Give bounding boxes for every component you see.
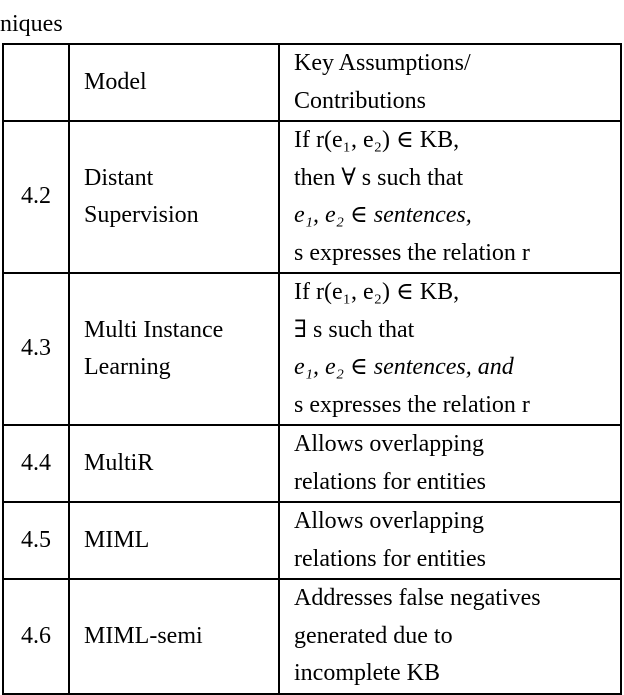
assumption-line: If r(e₁, e₂) ∈ KB, [294, 127, 460, 153]
model-line: Multi Instance [84, 316, 224, 343]
section-number: 4.4 [3, 425, 69, 502]
section-number: 4.5 [3, 502, 69, 579]
assumption-line: s expresses the relation r [294, 391, 530, 418]
header-section [3, 44, 69, 121]
models-table [2, 43, 622, 695]
table-row [3, 273, 621, 425]
model-name [69, 273, 279, 425]
model-line: Learning [84, 354, 171, 380]
assumption-line: Addresses false negatives [294, 585, 541, 611]
model-line: Distant [84, 164, 154, 191]
assumptions [279, 121, 621, 273]
section-number: 4.2 [3, 121, 69, 273]
assumption-line: s expresses the relation r [294, 239, 530, 266]
assumptions [279, 425, 621, 502]
assumption-line: Allows overlapping [294, 508, 484, 534]
assumption-line: Allows overlapping [294, 431, 484, 457]
assumption-line: If r(e₁, e₂) ∈ KB, [294, 279, 460, 305]
header-assumptions [279, 44, 621, 121]
assumption-line: e₁, e₂ ∈ sentences, [294, 202, 472, 228]
caption-fragment: niques [0, 11, 63, 37]
assumptions [279, 502, 621, 579]
assumption-line: relations for entities [294, 468, 486, 495]
model-name: MIML [69, 502, 279, 579]
section-number: 4.3 [3, 273, 69, 425]
header-model: Model [69, 44, 279, 121]
header-line: Contributions [294, 87, 427, 114]
assumption-line: incomplete KB [294, 660, 440, 686]
header-line: Key Assumptions/ [294, 50, 471, 76]
table-header-row [3, 44, 621, 121]
model-name: MIML-semi [69, 579, 279, 694]
section-number: 4.6 [3, 579, 69, 694]
assumptions [279, 579, 621, 694]
assumption-line: relations for entities [294, 545, 486, 572]
model-name [69, 121, 279, 273]
assumption-line: ∃ s such that [294, 316, 415, 343]
table-row [3, 579, 621, 694]
model-line: Supervision [84, 202, 199, 228]
assumptions [279, 273, 621, 425]
table-row [3, 121, 621, 273]
assumption-line: e₁, e₂ ∈ sentences, and [294, 354, 514, 380]
table-row [3, 425, 621, 502]
table-row [3, 502, 621, 579]
assumption-line: then ∀ s such that [294, 164, 464, 191]
model-name: MultiR [69, 425, 279, 502]
assumption-line: generated due to [294, 622, 453, 649]
